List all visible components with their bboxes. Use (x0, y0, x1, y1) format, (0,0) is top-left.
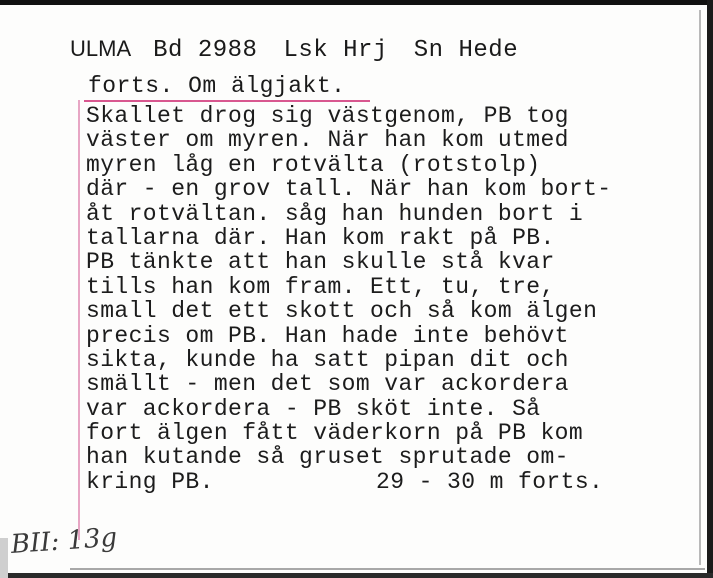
text-line: åt rotvältan. såg han hunden bort i (86, 200, 584, 227)
text-line: han kutande så gruset sprutade om- (86, 444, 569, 471)
measurement-note: 29 - 30 m forts. (376, 468, 604, 495)
region-label: Lsk Hrj (283, 37, 388, 64)
text-line: tallarna där. Han kom rakt på PB. (86, 224, 555, 251)
text-line: small det ett skott och så kom älgen (86, 298, 598, 325)
card-header (70, 36, 518, 64)
card-border-right (707, 0, 713, 578)
card-border-top (0, 0, 713, 5)
last-text-line (86, 470, 696, 494)
text-line: väster om myren. När han kom utmed (86, 127, 569, 154)
card-inner-edge-bottom (70, 568, 705, 570)
text-line: myren låg en rotvälta (rotstolp) (86, 151, 541, 178)
text-line: fort älgen fått väderkorn på PB kom (86, 420, 584, 447)
subtitle-underline (84, 100, 370, 102)
parish-label: Sn Hede (413, 37, 519, 64)
card-edge-shadow (0, 538, 8, 578)
text-line: precis om PB. Han hade inte behövt (86, 322, 569, 349)
archive-code: ULMA (70, 36, 132, 61)
text-line: tills han kom fram. Ett, tu, tre, (86, 273, 555, 300)
card-subtitle: forts. Om älgjakt. (88, 73, 346, 99)
card-inner-edge-right (699, 10, 701, 565)
card-border-bottom (0, 573, 713, 578)
volume-number: Bd 2988 (153, 37, 258, 64)
handwritten-reference: BII: 13g (9, 522, 119, 560)
margin-line (78, 100, 80, 540)
text-line: där - en grov tall. När han kom bort- (86, 176, 612, 203)
text-line: Skallet drog sig västgenom, PB tog (86, 103, 569, 129)
text-line: sikta, kunde ha satt pipan dit och (86, 346, 569, 373)
last-line-text: kring PB. (86, 468, 214, 495)
text-line: var ackordera - PB sköt inte. Så (86, 395, 541, 422)
text-line: PB tänkte att han skulle stå kvar (86, 249, 555, 276)
text-line: smällt - men det som var ackordera (86, 371, 569, 398)
transcript-body (86, 104, 696, 494)
